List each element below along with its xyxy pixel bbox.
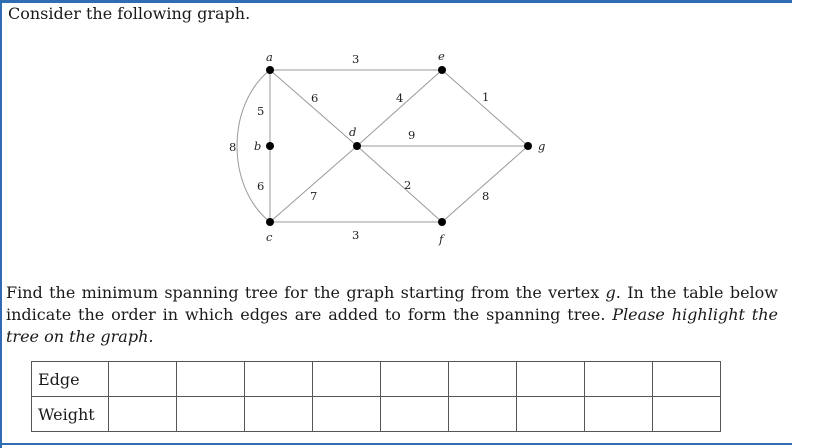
edge-cell[interactable] [109,362,177,397]
edge-cell[interactable] [449,362,517,397]
vertex-c [266,218,274,226]
row-label-weight: Weight [32,397,109,432]
weight-c-f: 3 [352,228,360,242]
edge-cell[interactable] [381,362,449,397]
vertex-label-a: a [266,50,273,64]
weight-cell[interactable] [177,397,245,432]
weight-c-d: 7 [310,189,318,203]
weight-cell[interactable] [313,397,381,432]
weight-d-g: 9 [408,128,416,142]
weight-a-d: 6 [311,91,319,105]
weight-cell[interactable] [585,397,653,432]
row-label-edge: Edge [32,362,109,397]
vertex-b [266,142,274,150]
vertex-a [266,66,274,74]
question-part1: Find the minimum spanning tree for the graph starting from the vertex [6,283,606,302]
weight-d-e: 4 [396,91,404,105]
edge-cell[interactable] [517,362,585,397]
edge-cell[interactable] [653,362,721,397]
weight-a-c: 8 [229,140,237,154]
vertex-label-b: b [254,139,262,153]
weight-cell[interactable] [109,397,177,432]
weight-e-g: 1 [482,90,490,104]
vertex-label-d: d [349,125,357,139]
vertex-label-g: g [538,139,546,153]
question-text [6,282,778,348]
weight-d-f: 2 [404,178,412,192]
edge-d-f [357,146,442,222]
table-row-edge [32,362,721,397]
answer-table [31,361,721,432]
vertex-e [438,66,446,74]
weight-cell[interactable] [449,397,517,432]
vertex-label-c: c [266,230,273,244]
vertex-label-e: e [438,49,445,63]
question-emphasis: Please highlight the tree on the graph. [6,305,779,346]
edge-f-g [442,146,528,222]
bottom-rule [0,443,792,445]
question-part2: . In the table below indicate the order in which edges are added to form the spanning tree. [6,283,778,324]
vertex-d [353,142,361,150]
edge-e-g [442,70,528,146]
vertex-g [524,142,532,150]
weight-a-e: 3 [352,52,360,66]
weight-cell[interactable] [245,397,313,432]
vertex-label-f: f [439,232,444,246]
edge-cell[interactable] [585,362,653,397]
table-row-weight [32,397,721,432]
edge-d-e [357,70,442,146]
weight-b-c: 6 [257,179,265,193]
vertex-f [438,218,446,226]
weight-cell[interactable] [381,397,449,432]
edge-cell[interactable] [245,362,313,397]
weight-f-g: 8 [482,189,490,203]
start-vertex: g [605,283,616,302]
edge-cell[interactable] [177,362,245,397]
edge-a-d [270,70,357,146]
weight-cell[interactable] [653,397,721,432]
edge-c-d [270,146,357,222]
intro-text: Consider the following graph. [8,4,251,23]
weight-cell[interactable] [517,397,585,432]
edge-cell[interactable] [313,362,381,397]
weight-a-b: 5 [257,104,265,118]
